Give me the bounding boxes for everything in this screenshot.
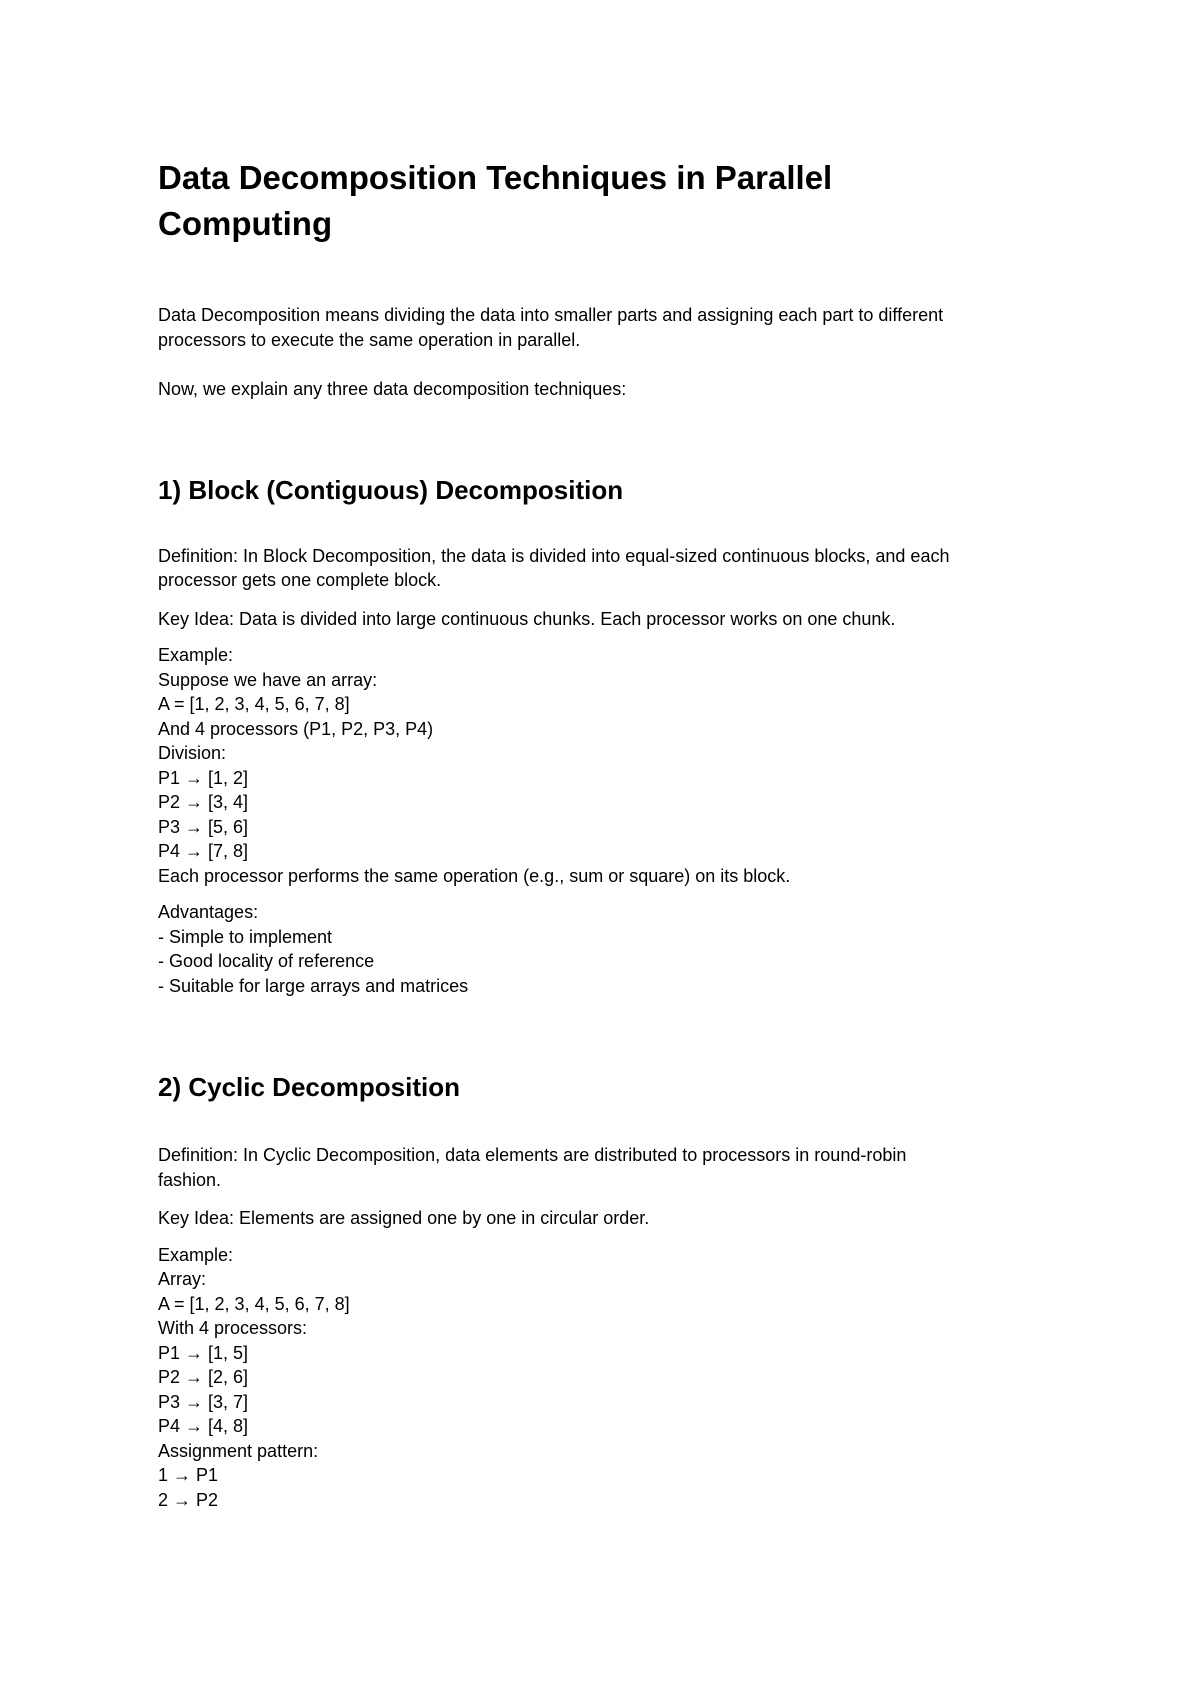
section-2-example-line: Assignment pattern: <box>158 1440 319 1461</box>
intro-lead <box>158 377 1058 402</box>
section-1-example-line: P4 → [7, 8] <box>158 841 249 861</box>
section-1-example-line: Division: <box>158 743 227 763</box>
section-1-advantages-line: Advantages: <box>158 902 259 922</box>
section-2-definition-line-2: fashion. <box>158 1169 222 1190</box>
intro-lead-text: Now, we explain any three data decomposition techniques: <box>158 379 627 399</box>
section-1-example-line: Example: <box>158 645 234 665</box>
section-1-heading: 1) Block (Contiguous) Decomposition <box>158 474 624 505</box>
section-1-definition-line-2: processor gets one complete block. <box>158 570 442 590</box>
section-2-key-idea-text: Key Idea: Elements are assigned one by one in circular order. <box>158 1208 650 1228</box>
section-2-example-line: 1 → P1 <box>158 1465 219 1485</box>
section-2-example-line: 2 → P2 <box>158 1489 219 1510</box>
section-2-example-line: A = [1, 2, 3, 4, 5, 6, 7, 8] <box>158 1293 350 1314</box>
section-1-advantages-line: - Good locality of reference <box>158 951 375 971</box>
section-1-definition <box>158 544 1058 593</box>
section-1-example-line: P2 → [3, 4] <box>158 792 249 812</box>
section-1-example-line: A = [1, 2, 3, 4, 5, 6, 7, 8] <box>158 694 350 714</box>
section-2-example-line: Example: <box>158 1244 234 1265</box>
section-1-definition-line-1: Definition: In Block Decomposition, the data is divided into equal-sized continuous blocks, and each <box>158 545 950 566</box>
document-page <box>158 155 1058 1512</box>
document-title <box>158 155 1058 247</box>
section-2-definition <box>158 1143 1058 1192</box>
section-1-example <box>158 643 1058 888</box>
title-line-2: Computing <box>158 205 333 242</box>
section-2-example-line: With 4 processors: <box>158 1318 308 1338</box>
section-1-example-line: Suppose we have an array: <box>158 669 378 690</box>
intro-line-2: processors to execute the same operation in parallel. <box>158 329 581 350</box>
title-line-1: Data Decomposition Techniques in Parallel <box>158 159 833 196</box>
section-1-example-line: P1 → [1, 2] <box>158 767 249 788</box>
section-1-key-idea <box>158 607 1058 632</box>
section-1-example-line: And 4 processors (P1, P2, P3, P4) <box>158 718 434 739</box>
section-2-example-line: P2 → [2, 6] <box>158 1367 249 1387</box>
section-1-key-idea-text: Key Idea: Data is divided into large continuous chunks. Each processor works on one chunk. <box>158 608 896 629</box>
section-1-advantages-line: - Simple to implement <box>158 926 333 947</box>
section-2-example-line: P3 → [3, 7] <box>158 1391 249 1412</box>
section-2-key-idea <box>158 1206 1058 1231</box>
section-2-example-line: P4 → [4, 8] <box>158 1416 249 1436</box>
section-2-example-line: P1 → [1, 5] <box>158 1342 249 1363</box>
intro-paragraph <box>158 303 1058 352</box>
section-2-example-line: Array: <box>158 1269 207 1289</box>
section-1-example-line: P3 → [5, 6] <box>158 816 249 837</box>
section-2-heading: 2) Cyclic Decomposition <box>158 1072 460 1102</box>
section-1-advantages <box>158 900 1058 998</box>
section-2-example <box>158 1243 1058 1513</box>
section-1-advantages-line: - Suitable for large arrays and matrices <box>158 975 469 996</box>
intro-line-1: Data Decomposition means dividing the data into smaller parts and assigning each part to different <box>158 305 944 325</box>
section-2-definition-line-1: Definition: In Cyclic Decomposition, data elements are distributed to processors in round-robin <box>158 1145 907 1165</box>
section-1-example-line: Each processor performs the same operation (e.g., sum or square) on its block. <box>158 865 791 886</box>
